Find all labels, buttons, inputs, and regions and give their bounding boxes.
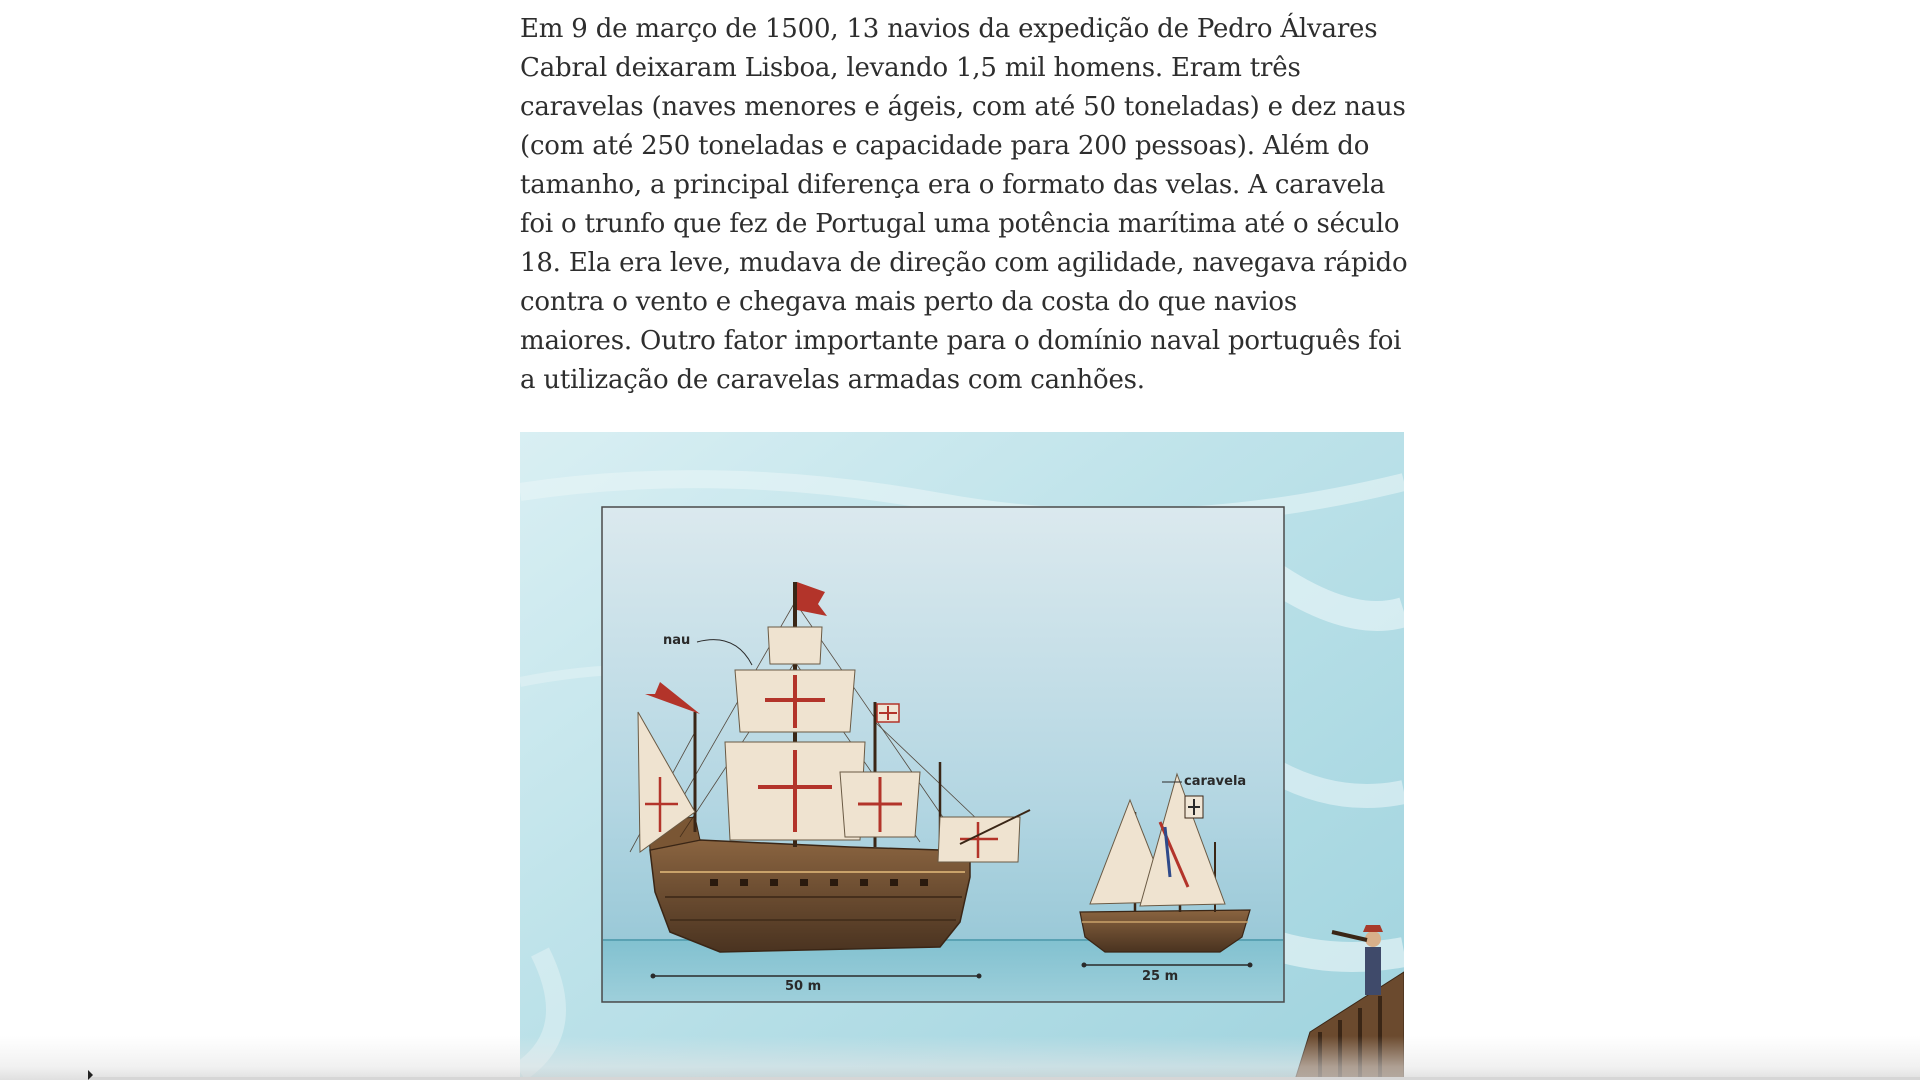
caravela-label: caravela — [1184, 774, 1247, 789]
nau-label: nau — [663, 633, 691, 648]
ships-illustration-svg — [520, 432, 1404, 1080]
cursor-arrow-icon — [88, 1070, 93, 1080]
article-paragraph: Em 9 de março de 1500, 13 navios da expedição de Pedro Álvares Cabral deixaram Lisboa, levando 1,5 mil homens. Eram três caravelas (naves menores e ágeis, com até 50 toneladas) e dez naus (com até 250 toneladas e capacidade para 200 pessoas). Além do tamanho, a principal diferença era o formato das velas. A caravela foi o trunfo que fez de Portugal uma potência marítima até o século 18. Ela era leve, mudava de direção com agilidade, navegava rápido contra o vento e chegava mais perto da costa do que navios maiores. Outro fator importante para o domínio naval português foi a utilização de caravelas armadas com canhões. — [520, 14, 1408, 395]
article — [520, 0, 1408, 400]
ships-illustration — [520, 432, 1404, 1080]
caravela-length-label: 25 m — [1142, 969, 1179, 984]
nau-length-label: 50 m — [785, 979, 822, 994]
